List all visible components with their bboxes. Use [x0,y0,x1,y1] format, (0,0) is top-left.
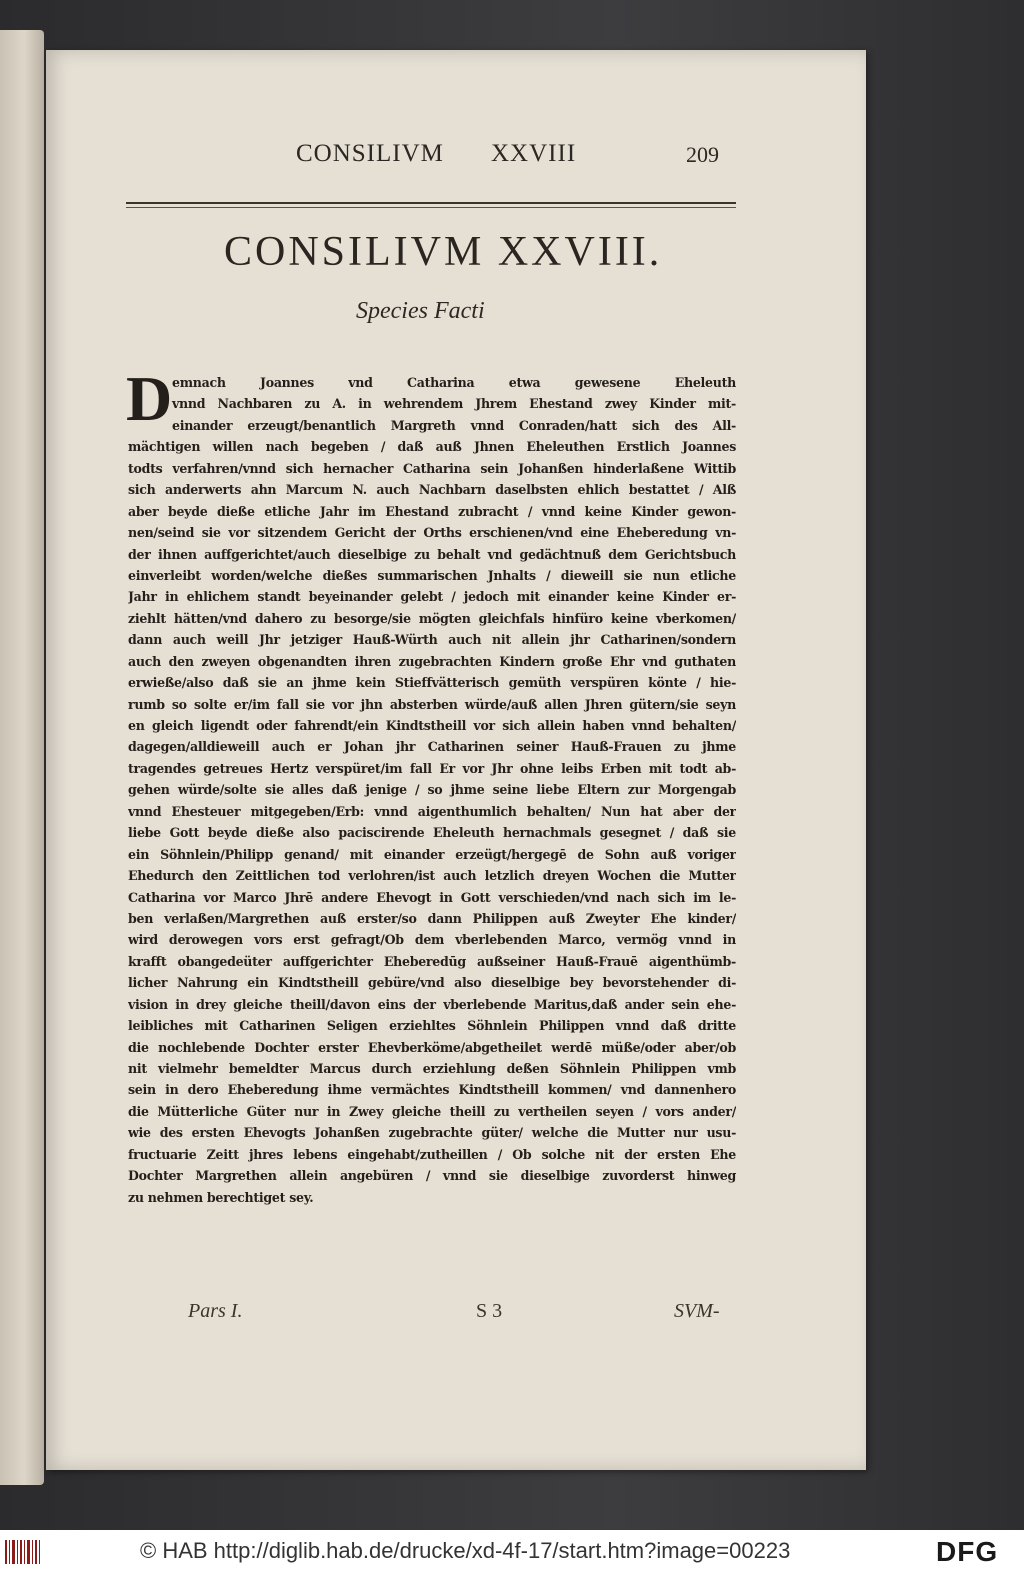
text-line: dann auch weill Jhr jetziger Hauß-Würth auch nit allein jhr Catharinen/sondern [128,632,736,648]
page-footer [46,1300,866,1330]
text-line: gehen würde/solte sie alles daß jenige / so jhme seine liebe Eltern zur Morgengab [128,782,736,798]
text-line: vnnd Nachbaren zu A. in wehrendem Jhrem Ehestand zwey Kinder mit- [172,396,736,412]
text-line: erwieße/also daß sie an jhme kein Stieffvätterisch gemüth verspüren könte / hie- [128,675,736,691]
text-line: tragendes getreues Hertz verspüret/im fall Er vor Jhr ohne leibs Erben mit todt ab- [128,760,736,776]
text-line: zu nehmen berechtiget sey. [128,1189,314,1205]
text-line: en gleich ligendt oder fahrendt/ein Kindtstheill vor sich allein haben vnnd behalten/ [128,718,736,733]
text-line: sich anderwerts ahn Marcum N. auch Nachbarn daselbsten ehlich bestattet / Alß [128,482,736,498]
text-line: leibliches mit Catharinen Seligen erziehltes Söhnlein Philippen vnnd daß dritte [128,1018,736,1034]
text-line: liebe Gott beyde dieße also paciscirende Eheleuth hernachmals gesegnet / daß sie [128,825,736,841]
running-head [46,140,866,180]
chapter-title: CONSILIVM XXVIII. [224,229,663,275]
text-line: einverleibt worden/welche dießes summarischen Jnhalts / dieweill sie nun etliche [128,567,736,583]
barcode-icon [4,1538,42,1566]
body-text [126,363,736,1208]
chapter-subtitle: Species Facti [356,298,485,324]
footer-part: Pars I. [188,1300,243,1322]
text-line: wird derowegen vors erst gefragt/Ob dem vberlebenden Marco, vermög vnnd in [128,932,736,948]
credit-bar [0,1530,1024,1572]
text-line: ein Söhnlein/Philipp genand/ mit einander erzeügt/hergegē de Sohn auß voriger [128,846,736,862]
book-page [46,50,866,1470]
text-line: Catharina vor Marco Jhrē andere Ehevogt in Gott verschieden/vnd nach sich im le- [128,889,736,905]
text-line: vnnd Ehesteuer mitgegeben/Erb: vnnd aigenthumlich behalten/ Nun hat aber der [128,803,736,819]
drop-cap: D [126,363,173,434]
text-line: Ehedurch den Zeittlichen tod verlohren/ist auch letzlich dreyen Wochen die Mutter [128,868,736,884]
text-line: todts verfahren/vnnd sich hernacher Catharina sein Johanßen hinderlaßene Wittib [128,460,736,476]
credit-link[interactable]: © HAB http://diglib.hab.de/drucke/xd-4f-17/start.htm?image=00223 [140,1538,791,1563]
text-line: nen/seind sie vor sitzendem Gericht der Orths erschienen/vnd eine Eheberedung vn- [128,525,736,541]
text-line: die Mütterliche Güter nur in Zwey gleiche theill zu vertheilen seyen / vors ander/ [128,1103,736,1119]
footer-catchword: SVM- [674,1300,720,1322]
text-line: der ihnen auffgerichtet/auch dieselbige zu behalt vnd gedächtnuß dem Gerichtsbuch [128,546,736,562]
text-line: dagegen/alldieweill auch er Johan jhr Catharinen seiner Hauß-Frauen zu jhme [128,739,736,755]
text-line: ziehlt hätten/vnd dahero zu besorge/sie mögten gleichfals hinfüro keine vberkomen/ [128,610,736,626]
head-rule [126,202,736,204]
text-line: wie des ersten Ehevogts Johanßen zugebrachte güter/ welche die Mutter nur usu- [128,1125,736,1141]
text-line: nit vielmehr bemeldter Marcus durch erziehlung deßen Söhnlein Philippen vmb [128,1061,736,1076]
text-line: Dochter Margrethen allein angebüren / vnnd sie dieselbige zuvorderst hinweg [128,1168,736,1184]
footer-signature: S 3 [476,1300,503,1322]
dfg-logo: DFG [936,1536,999,1567]
text-line: einander erzeugt/benantlich Margreth vnnd Conraden/hatt sich des All- [172,417,736,433]
text-line: auch den zweyen obgenandten ihren zugebrachten Kindern große Ehr vnd guthaten [128,653,736,669]
text-line: rumb so solte er/im fall sie vor jhn absterben würde/auß allen Jhren gütern/sie seyn [128,696,736,712]
text-line: Jahr in ehlichem standt beyeinander gelebt / jedoch mit einander keine Kinder er- [128,589,736,605]
text-line: mächtigen willen nach begeben / daß auß Jhnen Eheleuthen Erstlich Joannes [128,439,736,455]
text-line: emnach Joannes vnd Catharina etwa gewesene Eheleuth [172,375,736,390]
text-line: aber beyde dieße etliche Jahr im Ehestand zubracht / vnnd keine Kinder gewon- [128,503,736,519]
text-line: krafft obangedeüter auffgerichter Eheberedūg außseiner Hauß-Frauē aigenthümb- [128,953,736,969]
page-number: 209 [686,142,719,167]
text-line: ben verlaßen/Margrethen auß erster/so dann Philippen auß Zweyter Ehe kinder/ [128,910,736,926]
text-line: die nochlebende Dochter erster Ehevberköme/abgetheilet werdē müße/oder aber/ob [128,1039,736,1055]
previous-page-edge [0,30,44,1485]
text-line: vision in drey gleiche theill/davon eins der vberlebende Maritus,daß ander sein ehe- [128,996,736,1012]
head-rule-thin [126,207,736,208]
running-head-roman: XXVIII [491,140,577,167]
running-head-title: CONSILIVM [296,140,444,167]
text-line: fructuarie Zeitt jhres lebens eingehabt/zutheillen / Ob solche nit der ersten Ehe [128,1146,736,1162]
text-line: sein in dero Eheberedung ihme vermächtes Kindtstheill kommen/ vnd dannenhero [128,1082,736,1098]
text-line: licher Nahrung ein Kindtstheill gebüre/vnd also dieselbige bey bevorstehender di- [128,975,736,991]
